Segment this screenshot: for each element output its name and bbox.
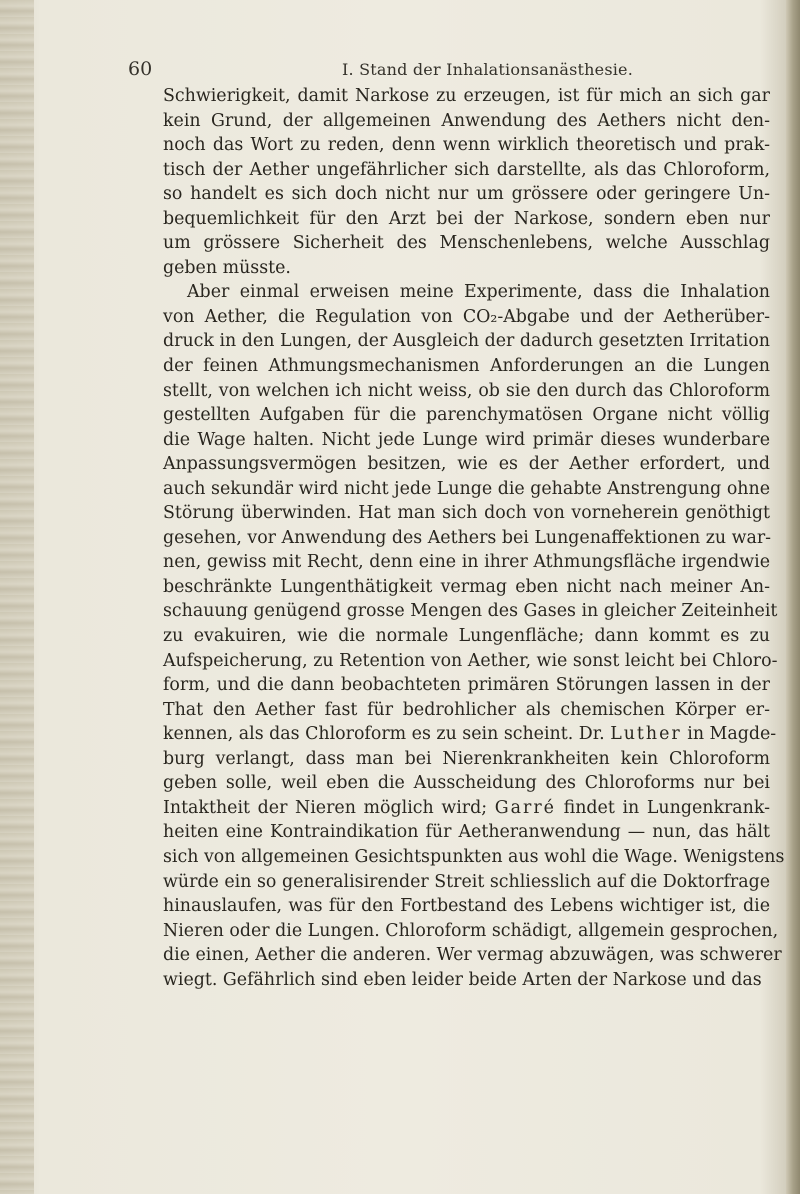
text-line: Störung überwinden. Hat man sich doch von vorneherein genöthigt — [163, 503, 770, 524]
text-line: schauung genügend grosse Mengen des Gases in gleicher Zeiteinheit — [163, 601, 778, 622]
text-line: That den Aether fast für bedrohlicher als chemischen Körper er- — [163, 699, 770, 720]
text-line: bequemlichkeit für den Arzt bei der Narkose, sondern eben nur — [163, 208, 770, 229]
text-line: kennen, als das Chloroform es zu sein scheint. Dr. Luther in Magde- — [163, 724, 777, 745]
text-line: beschränkte Lungenthätigkeit vermag eben nicht nach meiner An- — [163, 576, 770, 597]
text-line: kein Grund, der allgemeinen Anwendung des Aethers nicht den- — [163, 110, 770, 131]
page-number: 60 — [128, 58, 153, 80]
text-line: gestellten Aufgaben für die parenchymatösen Organe nicht völlig — [163, 405, 770, 426]
text-line: stellt, von welchen ich nicht weiss, ob sie den durch das Chloroform — [163, 380, 770, 401]
text-line: wiegt. Gefährlich sind eben leider beide Arten der Narkose und das — [163, 969, 762, 990]
text-line: gesehen, vor Anwendung des Aethers bei Lungenaffektionen zu war- — [163, 527, 772, 548]
text-line: auch sekundär wird nicht jede Lunge die gehabte Anstrengung ohne — [163, 478, 770, 499]
author-name-luther: Luther — [610, 724, 682, 745]
text-line: von Aether, die Regulation von CO₂-Abgabe und der Aetherüber- — [163, 306, 770, 327]
text-line: zu evakuiren, wie die normale Lungenfläche; dann kommt es zu — [163, 626, 770, 647]
text-line: Schwierigkeit, damit Narkose zu erzeugen, ist für mich an sich gar — [163, 86, 770, 106]
body-text — [163, 84, 785, 992]
author-name-garre: Garré — [494, 797, 556, 818]
text-line: Nieren oder die Lungen. Chloroform schädigt, allgemein gesprochen, — [163, 920, 779, 941]
text-line: tisch der Aether ungefährlicher sich darstellte, als das Chloroform, — [163, 159, 770, 180]
paragraph-first-line: Aber einmal erweisen meine Experimente, dass die Inhalation — [187, 282, 770, 303]
text-line: sich von allgemeinen Gesichtspunkten aus wohl die Wage. Wenigstens — [163, 846, 785, 867]
text-line: nen, gewiss mit Recht, denn eine in ihrer Athmungsfläche irgendwie — [163, 552, 770, 573]
text-line: burg verlangt, dass man bei Nierenkrankheiten kein Chloroform — [163, 748, 770, 769]
text-line: so handelt es sich doch nicht nur um grössere oder geringere Un- — [163, 184, 770, 205]
text-line: die einen, Aether die anderen. Wer vermag abzuwägen, was schwerer — [163, 945, 782, 966]
text-line: der feinen Athmungsmechanismen Anforderungen an die Lungen — [163, 356, 770, 377]
page-gutter-shadow — [0, 0, 34, 1194]
text-line: druck in den Lungen, der Ausgleich der dadurch gesetzten Irritation — [163, 331, 770, 352]
text-line: Anpassungsvermögen besitzen, wie es der Aether erfordert, und — [163, 454, 770, 475]
text-line: form, und die dann beobachteten primären Störungen lassen in der — [163, 675, 770, 696]
running-title: I. Stand der Inhalationsanästhesie. — [342, 60, 633, 79]
text-line: noch das Wort zu reden, denn wenn wirklich theoretisch und prak- — [163, 135, 770, 156]
text-line: die Wage halten. Nicht jede Lunge wird primär dieses wunderbare — [163, 429, 770, 450]
text-line: würde ein so generalisirender Streit schliesslich auf die Doktorfrage — [163, 871, 770, 892]
text-line: um grössere Sicherheit des Menschenlebens, welche Ausschlag — [163, 233, 770, 254]
text-line: Intaktheit der Nieren möglich wird; Garré findet in Lungenkrank- — [163, 797, 770, 818]
page-edge-shadow — [786, 0, 800, 1194]
text-line: Aufspeicherung, zu Retention von Aether, wie sonst leicht bei Chloro- — [163, 650, 778, 671]
text-line: geben müsste. — [163, 257, 291, 278]
text-line: hinauslaufen, was für den Fortbestand des Lebens wichtiger ist, die — [163, 896, 770, 917]
text-line: geben solle, weil eben die Ausscheidung des Chloroforms nur bei — [163, 773, 770, 794]
text-line: heiten eine Kontraindikation für Aetheranwendung — nun, das hält — [163, 822, 770, 843]
